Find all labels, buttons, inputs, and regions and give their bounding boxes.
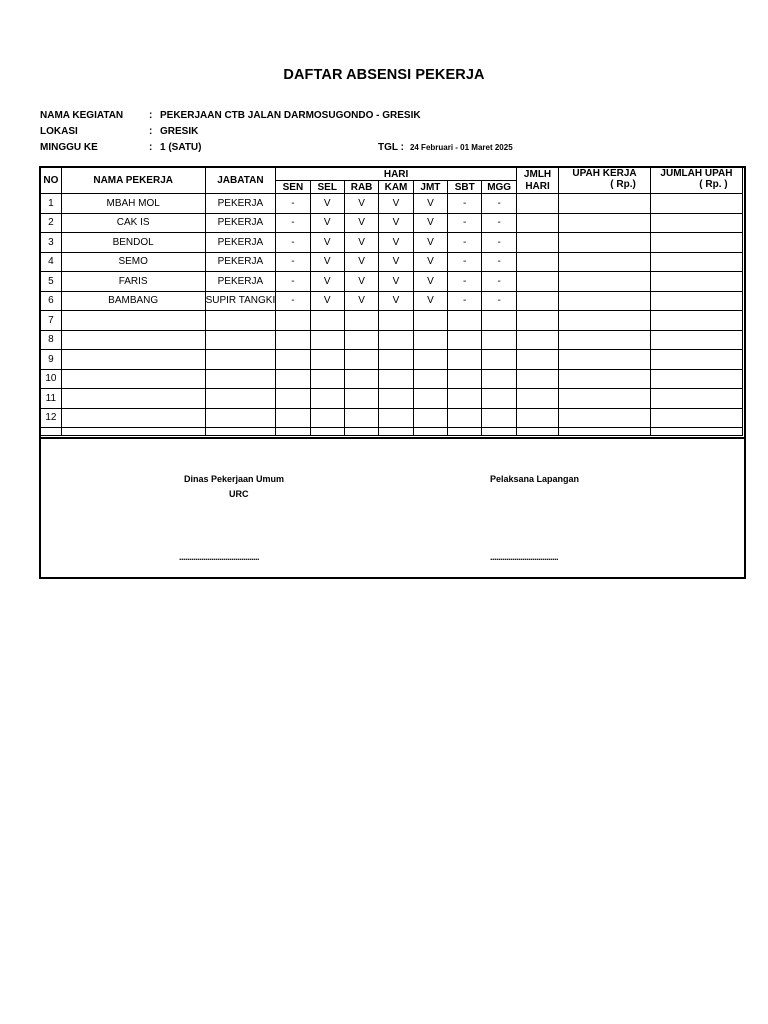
table-row bbox=[41, 233, 743, 253]
worker-jabatan bbox=[205, 330, 276, 350]
attendance-mark: - bbox=[448, 252, 482, 272]
attendance-mark bbox=[413, 350, 447, 370]
jumlah-upah-cell bbox=[650, 389, 742, 409]
attendance-mark: - bbox=[276, 233, 310, 253]
jumlah-upah-cell bbox=[650, 213, 742, 233]
table-row bbox=[41, 291, 743, 311]
attendance-mark: V bbox=[413, 252, 447, 272]
worker-name bbox=[61, 350, 205, 370]
header-hari: HARI bbox=[276, 168, 517, 181]
attendance-mark: V bbox=[379, 233, 413, 253]
worker-jabatan: PEKERJA bbox=[205, 272, 276, 292]
jmlh-hari-cell bbox=[516, 369, 558, 389]
attendance-mark: - bbox=[448, 233, 482, 253]
upah-kerja-cell bbox=[559, 311, 651, 331]
worker-name: BAMBANG bbox=[61, 291, 205, 311]
worker-name bbox=[61, 389, 205, 409]
table-row bbox=[41, 194, 743, 214]
table-tail-row bbox=[41, 428, 743, 436]
jumlah-upah-cell bbox=[650, 330, 742, 350]
upah-kerja-cell bbox=[559, 369, 651, 389]
worker-name bbox=[61, 408, 205, 428]
attendance-mark bbox=[379, 330, 413, 350]
header-upah-line2: ( Rp.) bbox=[610, 179, 636, 190]
minggu-colon: : bbox=[149, 142, 153, 153]
table-row bbox=[41, 272, 743, 292]
row-number: 11 bbox=[41, 389, 62, 409]
attendance-mark: V bbox=[310, 291, 344, 311]
jumlah-upah-cell bbox=[650, 233, 742, 253]
jmlh-hari-cell bbox=[516, 252, 558, 272]
attendance-mark bbox=[379, 389, 413, 409]
attendance-mark: - bbox=[482, 291, 517, 311]
attendance-mark bbox=[344, 311, 378, 331]
attendance-mark bbox=[310, 311, 344, 331]
jmlh-hari-cell bbox=[516, 233, 558, 253]
attendance-mark bbox=[379, 311, 413, 331]
upah-kerja-cell bbox=[559, 252, 651, 272]
attendance-mark: - bbox=[276, 291, 310, 311]
attendance-mark bbox=[482, 369, 517, 389]
attendance-sheet bbox=[39, 166, 746, 579]
row-number: 6 bbox=[41, 291, 62, 311]
document-title: DAFTAR ABSENSI PEKERJA bbox=[283, 67, 485, 83]
tgl-value: 24 Februari - 01 Maret 2025 bbox=[409, 143, 513, 152]
lokasi-colon: : bbox=[149, 126, 153, 137]
lokasi-label: LOKASI bbox=[40, 126, 78, 137]
attendance-mark bbox=[448, 389, 482, 409]
attendance-mark: V bbox=[413, 194, 447, 214]
attendance-mark bbox=[482, 389, 517, 409]
attendance-mark: - bbox=[448, 291, 482, 311]
row-number: 12 bbox=[41, 408, 62, 428]
jumlah-upah-cell bbox=[650, 194, 742, 214]
attendance-mark: V bbox=[379, 213, 413, 233]
jmlh-hari-cell bbox=[516, 389, 558, 409]
attendance-mark bbox=[482, 330, 517, 350]
header-jmlh-line1: JMLH bbox=[523, 168, 552, 180]
row-number: 8 bbox=[41, 330, 62, 350]
row-number: 1 bbox=[41, 194, 62, 214]
attendance-mark: V bbox=[310, 252, 344, 272]
attendance-mark bbox=[344, 408, 378, 428]
attendance-mark bbox=[276, 369, 310, 389]
worker-jabatan: PEKERJA bbox=[205, 252, 276, 272]
worker-name bbox=[61, 311, 205, 331]
attendance-mark bbox=[276, 330, 310, 350]
minggu-label: MINGGU KE bbox=[40, 142, 98, 153]
attendance-mark bbox=[448, 311, 482, 331]
attendance-mark bbox=[482, 311, 517, 331]
upah-kerja-cell bbox=[559, 330, 651, 350]
header-upah-kerja bbox=[559, 168, 651, 194]
table-row bbox=[41, 350, 743, 370]
attendance-mark: - bbox=[482, 252, 517, 272]
signature-right-line: .................................. bbox=[490, 552, 559, 562]
attendance-mark bbox=[482, 408, 517, 428]
attendance-mark: - bbox=[276, 213, 310, 233]
upah-kerja-cell bbox=[559, 233, 651, 253]
header-day-sel: SEL bbox=[310, 181, 344, 194]
jumlah-upah-cell bbox=[650, 291, 742, 311]
attendance-mark: V bbox=[413, 291, 447, 311]
upah-kerja-cell bbox=[559, 291, 651, 311]
worker-name: FARIS bbox=[61, 272, 205, 292]
attendance-mark: V bbox=[344, 252, 378, 272]
kegiatan-label: NAMA KEGIATAN bbox=[40, 110, 124, 121]
attendance-mark bbox=[413, 408, 447, 428]
signature-left-title: Dinas Pekerjaan Umum bbox=[184, 474, 285, 484]
jmlh-hari-cell bbox=[516, 350, 558, 370]
attendance-mark: V bbox=[379, 194, 413, 214]
attendance-mark bbox=[310, 408, 344, 428]
attendance-mark: V bbox=[310, 272, 344, 292]
worker-jabatan bbox=[205, 311, 276, 331]
attendance-mark bbox=[310, 389, 344, 409]
header-day-sbt: SBT bbox=[448, 181, 482, 194]
attendance-mark: V bbox=[379, 291, 413, 311]
attendance-mark: V bbox=[344, 233, 378, 253]
header-day-mgg: MGG bbox=[482, 181, 517, 194]
worker-name bbox=[61, 330, 205, 350]
jumlah-upah-cell bbox=[650, 252, 742, 272]
worker-jabatan bbox=[205, 369, 276, 389]
worker-name: SEMO bbox=[61, 252, 205, 272]
worker-jabatan bbox=[205, 350, 276, 370]
attendance-mark bbox=[448, 408, 482, 428]
attendance-mark: V bbox=[344, 213, 378, 233]
row-number: 7 bbox=[41, 311, 62, 331]
attendance-mark bbox=[448, 330, 482, 350]
header-no: NO bbox=[41, 168, 62, 194]
attendance-mark: V bbox=[413, 272, 447, 292]
attendance-mark: - bbox=[482, 213, 517, 233]
worker-name: MBAH MOL bbox=[61, 194, 205, 214]
attendance-mark bbox=[413, 330, 447, 350]
upah-kerja-cell bbox=[559, 350, 651, 370]
attendance-mark: V bbox=[379, 272, 413, 292]
attendance-mark: V bbox=[344, 291, 378, 311]
attendance-table bbox=[40, 167, 743, 436]
attendance-mark: - bbox=[482, 233, 517, 253]
worker-jabatan bbox=[205, 408, 276, 428]
attendance-mark bbox=[276, 389, 310, 409]
attendance-mark bbox=[344, 330, 378, 350]
table-row bbox=[41, 213, 743, 233]
attendance-mark bbox=[379, 408, 413, 428]
table-row bbox=[41, 252, 743, 272]
row-number: 2 bbox=[41, 213, 62, 233]
attendance-mark bbox=[379, 369, 413, 389]
upah-kerja-cell bbox=[559, 213, 651, 233]
worker-jabatan bbox=[205, 389, 276, 409]
header-upah-line1: UPAH KERJA bbox=[572, 168, 637, 179]
signature-left-line: ........................................ bbox=[179, 552, 260, 562]
signature-right-title: Pelaksana Lapangan bbox=[490, 474, 580, 484]
row-number: 9 bbox=[41, 350, 62, 370]
attendance-mark: - bbox=[482, 272, 517, 292]
attendance-mark: V bbox=[310, 233, 344, 253]
jumlah-upah-cell bbox=[650, 408, 742, 428]
header-jumlah-line1: JUMLAH UPAH bbox=[660, 168, 733, 179]
worker-jabatan: PEKERJA bbox=[205, 194, 276, 214]
attendance-mark bbox=[276, 311, 310, 331]
lokasi-value: GRESIK bbox=[160, 126, 199, 137]
upah-kerja-cell bbox=[559, 194, 651, 214]
attendance-mark: - bbox=[448, 194, 482, 214]
attendance-mark: - bbox=[276, 194, 310, 214]
attendance-mark bbox=[344, 369, 378, 389]
row-number: 3 bbox=[41, 233, 62, 253]
worker-name: BENDOL bbox=[61, 233, 205, 253]
jumlah-upah-cell bbox=[650, 311, 742, 331]
header-row-1 bbox=[41, 168, 743, 181]
attendance-mark bbox=[344, 389, 378, 409]
table-row bbox=[41, 389, 743, 409]
upah-kerja-cell bbox=[559, 389, 651, 409]
attendance-mark bbox=[379, 350, 413, 370]
attendance-mark: - bbox=[276, 272, 310, 292]
jmlh-hari-cell bbox=[516, 311, 558, 331]
jmlh-hari-cell bbox=[516, 213, 558, 233]
table-row bbox=[41, 408, 743, 428]
attendance-mark bbox=[448, 350, 482, 370]
header-jumlah-upah bbox=[650, 168, 742, 194]
worker-name: CAK IS bbox=[61, 213, 205, 233]
table-row bbox=[41, 330, 743, 350]
jumlah-upah-cell bbox=[650, 350, 742, 370]
jumlah-upah-cell bbox=[650, 369, 742, 389]
header-jmlh-hari bbox=[516, 168, 558, 194]
row-number: 10 bbox=[41, 369, 62, 389]
jmlh-hari-cell bbox=[516, 408, 558, 428]
jmlh-hari-cell bbox=[516, 272, 558, 292]
jmlh-hari-cell bbox=[516, 194, 558, 214]
signature-divider bbox=[41, 437, 744, 439]
attendance-mark bbox=[448, 369, 482, 389]
worker-name bbox=[61, 369, 205, 389]
jumlah-upah-cell bbox=[650, 272, 742, 292]
jmlh-hari-cell bbox=[516, 330, 558, 350]
attendance-mark bbox=[344, 350, 378, 370]
header-nama-pekerja: NAMA PEKERJA bbox=[61, 168, 205, 194]
kegiatan-value: PEKERJAAN CTB JALAN DARMOSUGONDO - GRESIK bbox=[160, 110, 421, 121]
attendance-mark bbox=[276, 408, 310, 428]
tgl-field bbox=[378, 142, 513, 153]
upah-kerja-cell bbox=[559, 272, 651, 292]
row-number: 4 bbox=[41, 252, 62, 272]
attendance-mark bbox=[413, 369, 447, 389]
header-day-sen: SEN bbox=[276, 181, 310, 194]
attendance-mark: - bbox=[482, 194, 517, 214]
worker-jabatan: PEKERJA bbox=[205, 233, 276, 253]
header-day-rab: RAB bbox=[344, 181, 378, 194]
worker-jabatan: PEKERJA bbox=[205, 213, 276, 233]
jmlh-hari-cell bbox=[516, 291, 558, 311]
minggu-value: 1 (SATU) bbox=[160, 142, 202, 153]
attendance-mark bbox=[276, 350, 310, 370]
upah-kerja-cell bbox=[559, 408, 651, 428]
header-jmlh-line2: HARI bbox=[525, 180, 550, 192]
attendance-mark: V bbox=[344, 272, 378, 292]
table-row bbox=[41, 369, 743, 389]
signature-left-subtitle: URC bbox=[229, 489, 249, 499]
attendance-mark: V bbox=[344, 194, 378, 214]
attendance-mark bbox=[310, 369, 344, 389]
attendance-mark: V bbox=[379, 252, 413, 272]
worker-jabatan: SUPIR TANGKI bbox=[205, 291, 276, 311]
header-jumlah-line2: ( Rp. ) bbox=[699, 179, 728, 190]
attendance-mark: - bbox=[276, 252, 310, 272]
attendance-mark bbox=[413, 311, 447, 331]
attendance-mark bbox=[310, 330, 344, 350]
header-day-jmt: JMT bbox=[413, 181, 447, 194]
attendance-mark: V bbox=[413, 233, 447, 253]
attendance-mark: - bbox=[448, 213, 482, 233]
table-row bbox=[41, 311, 743, 331]
header-jabatan: JABATAN bbox=[205, 168, 276, 194]
attendance-mark bbox=[482, 350, 517, 370]
attendance-mark: V bbox=[310, 194, 344, 214]
tgl-label: TGL : bbox=[378, 142, 404, 153]
attendance-mark bbox=[310, 350, 344, 370]
attendance-mark: - bbox=[448, 272, 482, 292]
kegiatan-colon: : bbox=[149, 110, 153, 121]
header-day-kam: KAM bbox=[379, 181, 413, 194]
attendance-mark bbox=[413, 389, 447, 409]
row-number: 5 bbox=[41, 272, 62, 292]
attendance-mark: V bbox=[413, 213, 447, 233]
attendance-mark: V bbox=[310, 213, 344, 233]
